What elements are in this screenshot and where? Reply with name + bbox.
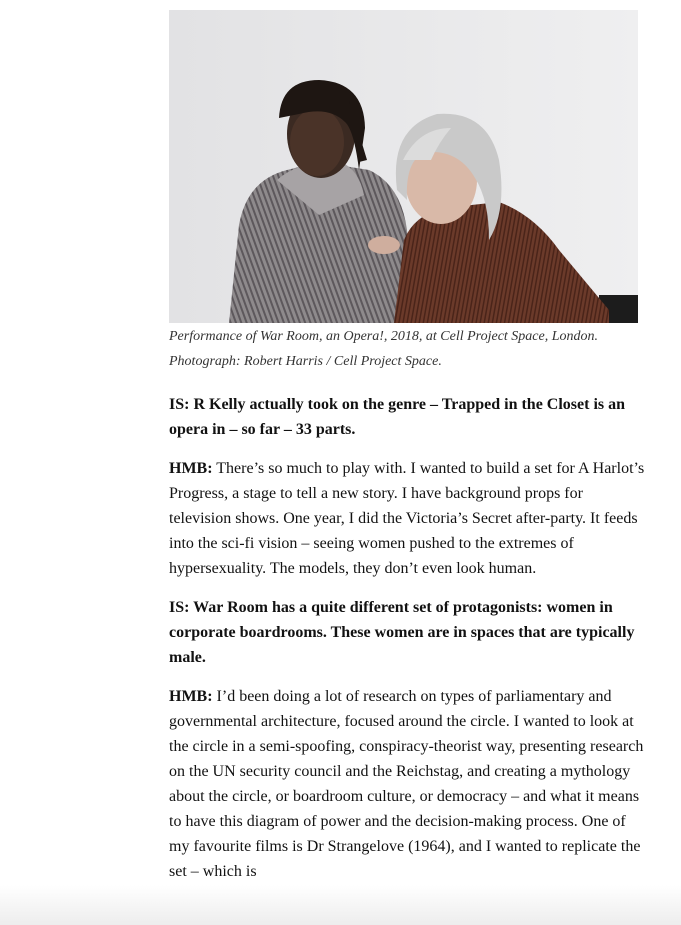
answer-text: There’s so much to play with. I wanted to build a set for A Harlot’s Progress, a stage to tell a new story. I have background props for television shows. One year, I did the Victoria’s Secret after-party. It feeds into the sci-fi vision – seeing women pushed to the extremes of hypersexuality. The models, they don’t even look human. (169, 460, 645, 577)
interview-answer-1 (169, 456, 649, 581)
speaker-label: HMB: (169, 688, 213, 705)
article-photo (169, 10, 638, 323)
photo-caption (169, 324, 659, 374)
article-body (169, 392, 649, 898)
answer-text: I’d been doing a lot of research on types of parliamentary and governmental architecture, focused around the circle. I wanted to look at the circle in a semi-spoofing, conspiracy-theorist way, presenting research on the UN security council and the Reichstag, and creating a mythology about the circle, or boardroom culture, or democracy – and what it means to have this diagram of power and the decision-making process. One of my favourite films is Dr Strangelove (1964), and I wanted to replicate the set – which is (169, 688, 644, 880)
caption-line-1: Performance of War Room, an Opera!, 2018, at Cell Project Space, London. (169, 329, 599, 344)
interview-question-1: IS: R Kelly actually took on the genre – Trapped in the Closet is an opera in – so far – 33 parts. (169, 396, 626, 438)
interview-answer-2 (169, 684, 649, 884)
caption-line-2: Photograph: Robert Harris / Cell Project Space. (169, 354, 442, 369)
interview-question-2: IS: War Room has a quite different set of protagonists: women in corporate boardrooms. These women are in spaces that are typically male. (169, 599, 635, 666)
speaker-label: HMB: (169, 460, 213, 477)
